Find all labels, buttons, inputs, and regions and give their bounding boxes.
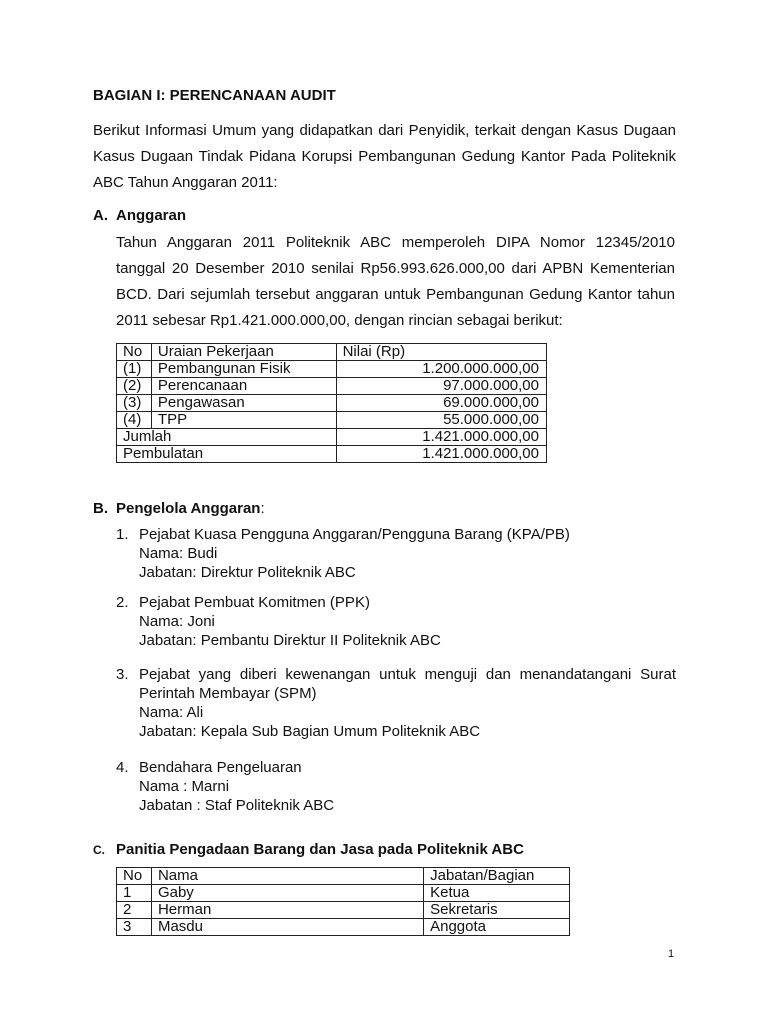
intro-line: ABC Tahun Anggaran 2011: — [93, 174, 278, 191]
intro-paragraph — [93, 118, 676, 196]
item-content — [139, 525, 570, 582]
budget-table — [116, 343, 547, 463]
row-nama: Masdu — [151, 919, 423, 936]
section-b-title: Pengelola Anggaran — [116, 500, 261, 517]
table-row — [117, 919, 570, 936]
header-cell: Nilai (Rp) — [336, 344, 546, 361]
intro-line: Kasus Dugaan Tindak Pidana Korupsi Pembangunan Gedung Kantor Pada Politeknik — [93, 148, 676, 165]
row-no: 1 — [117, 885, 152, 902]
header-cell: Nama — [151, 868, 423, 885]
jumlah-label: Jumlah — [117, 429, 337, 446]
item-title: Bendahara Pengeluaran — [139, 759, 302, 776]
row-nilai: 69.000.000,00 — [336, 395, 546, 412]
row-no: 2 — [117, 902, 152, 919]
section-c-label: C. — [93, 843, 105, 857]
row-no: (4) — [117, 412, 152, 429]
item-number: 3. — [116, 666, 129, 683]
item-content — [139, 593, 441, 650]
item-title: Pejabat yang diberi kewenangan untuk menguji dan menandatangani Surat — [139, 666, 676, 683]
table-header-row — [117, 344, 547, 361]
table-row — [117, 395, 547, 412]
item-jabatan: Jabatan: Pembantu Direktur II Politeknik ABC — [139, 632, 441, 649]
item-nama: Nama: Budi — [139, 545, 218, 562]
intro-line: Berikut Informasi Umum yang didapatkan dari Penyidik, terkait dengan Kasus Dugaan — [93, 122, 676, 139]
table-row — [117, 361, 547, 378]
row-no: (3) — [117, 395, 152, 412]
item-number: 1. — [116, 526, 129, 543]
paragraph-line: Tahun Anggaran 2011 Politeknik ABC memperoleh DIPA Nomor 12345/2010 — [116, 234, 675, 251]
item-title-cont: Perintah Membayar (SPM) — [139, 685, 317, 702]
item-number: 4. — [116, 759, 129, 776]
section-b-heading — [93, 500, 265, 517]
item-jabatan: Jabatan : Staf Politeknik ABC — [139, 797, 335, 814]
item-title: Pejabat Kuasa Pengguna Anggaran/Pengguna Barang (KPA/PB) — [139, 526, 570, 543]
row-nilai: 1.200.000.000,00 — [336, 361, 546, 378]
row-jabatan: Anggota — [424, 919, 570, 936]
row-no: (1) — [117, 361, 152, 378]
header-cell: No — [117, 344, 152, 361]
table-total-row — [117, 429, 547, 446]
page-title: BAGIAN I: PERENCANAAN AUDIT — [93, 87, 336, 104]
row-no: 3 — [117, 919, 152, 936]
pembulatan-label: Pembulatan — [117, 446, 337, 463]
item-content — [139, 665, 676, 741]
paragraph-line: tanggal 20 Desember 2010 senilai Rp56.993.626.000,00 dari APBN Kementerian — [116, 260, 675, 277]
header-cell: No — [117, 868, 152, 885]
row-nilai: 55.000.000,00 — [336, 412, 546, 429]
row-nilai: 97.000.000,00 — [336, 378, 546, 395]
section-a-heading — [93, 207, 186, 224]
item-nama: Nama: Joni — [139, 613, 215, 630]
item-title: Pejabat Pembuat Komitmen (PPK) — [139, 594, 370, 611]
item-number: 2. — [116, 594, 129, 611]
table-row — [117, 902, 570, 919]
table-rounding-row — [117, 446, 547, 463]
committee-table — [116, 867, 570, 936]
paragraph-line: 2011 sebesar Rp1.421.000.000,00, dengan rincian sebagai berikut: — [116, 312, 563, 329]
table-row — [117, 412, 547, 429]
page-number: 1 — [668, 948, 675, 960]
row-uraian: Perencanaan — [151, 378, 336, 395]
item-nama: Nama : Marni — [139, 778, 230, 795]
row-nama: Gaby — [151, 885, 423, 902]
section-a-label: A. — [93, 207, 108, 224]
item-content — [139, 758, 334, 815]
item-jabatan: Jabatan: Kepala Sub Bagian Umum Politeknik ABC — [139, 723, 481, 740]
section-a-paragraph — [116, 230, 675, 334]
item-jabatan: Jabatan: Direktur Politeknik ABC — [139, 564, 356, 581]
row-jabatan: Ketua — [424, 885, 570, 902]
table-header-row — [117, 868, 570, 885]
section-c-title: Panitia Pengadaan Barang dan Jasa pada Politeknik ABC — [116, 841, 524, 858]
row-no: (2) — [117, 378, 152, 395]
section-b-label: B. — [93, 500, 108, 517]
table-row — [117, 885, 570, 902]
row-uraian: Pembangunan Fisik — [151, 361, 336, 378]
section-c-heading — [93, 841, 524, 858]
section-a-title: Anggaran — [116, 207, 187, 224]
row-nama: Herman — [151, 902, 423, 919]
jumlah-value: 1.421.000.000,00 — [336, 429, 546, 446]
header-cell: Uraian Pekerjaan — [151, 344, 336, 361]
pembulatan-value: 1.421.000.000,00 — [336, 446, 546, 463]
item-nama: Nama: Ali — [139, 704, 204, 721]
paragraph-line: BCD. Dari sejumlah tersebut anggaran untuk Pembangunan Gedung Kantor tahun — [116, 286, 675, 303]
row-uraian: Pengawasan — [151, 395, 336, 412]
row-uraian: TPP — [151, 412, 336, 429]
row-jabatan: Sekretaris — [424, 902, 570, 919]
table-row — [117, 378, 547, 395]
section-b-colon: : — [260, 500, 265, 517]
header-cell: Jabatan/Bagian — [424, 868, 570, 885]
